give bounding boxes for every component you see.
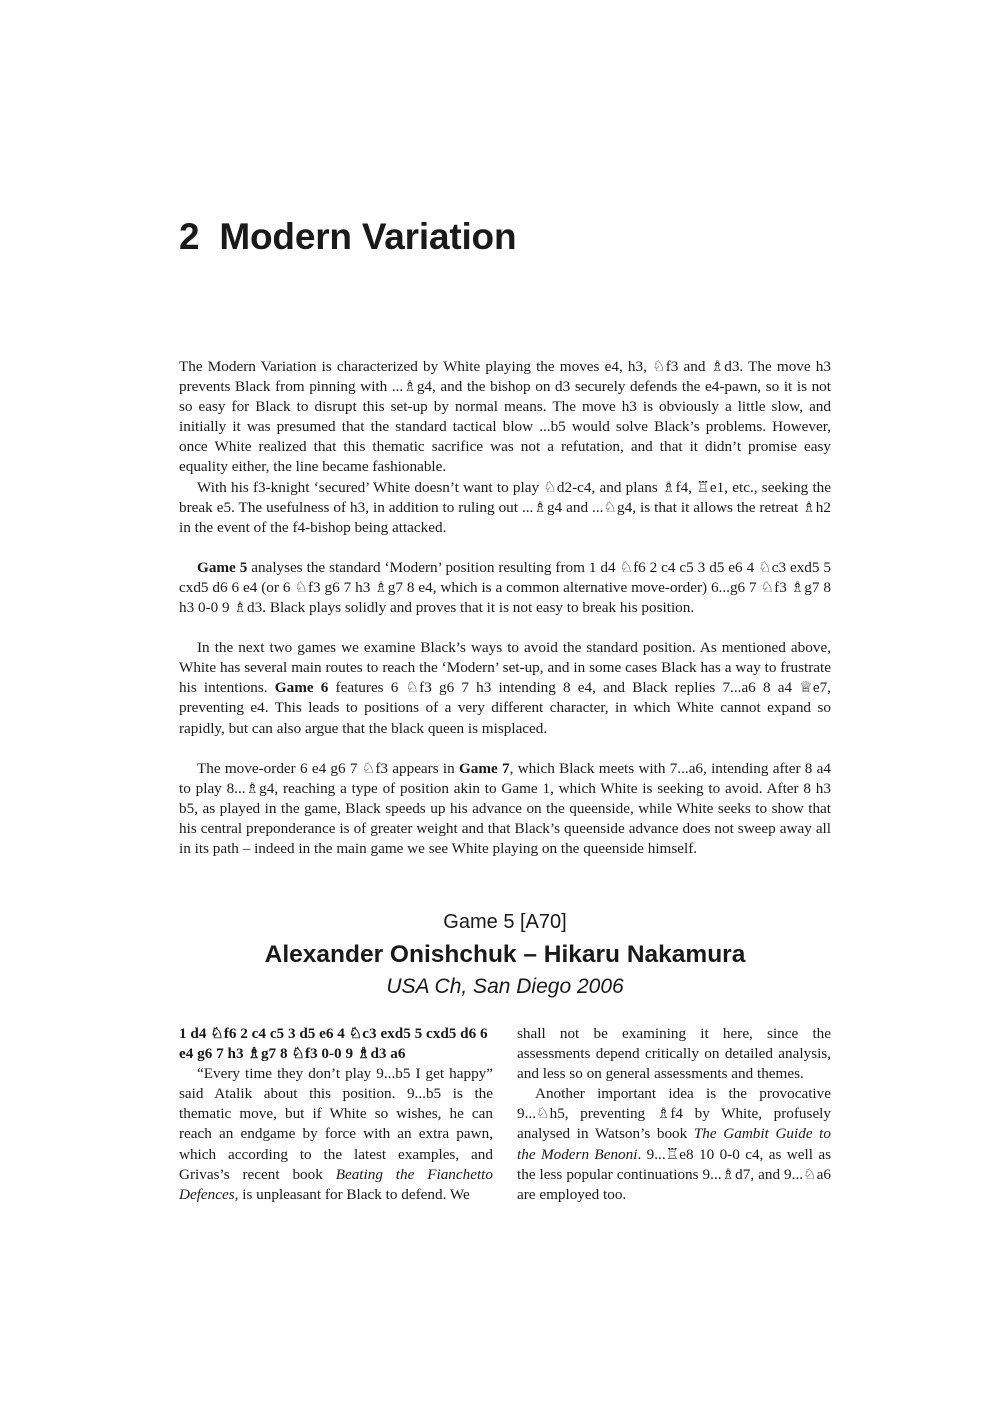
chapter-title: Modern Variation	[219, 216, 517, 257]
chapter-heading	[179, 216, 516, 258]
chapter-introduction	[179, 357, 831, 859]
annotation-paragraph-2: shall not be examining it here, since the assessments depend critically on detailed analysis, and less so on general assessments and themes.	[517, 1025, 831, 1083]
game-6-reference: Game 6	[274, 679, 329, 697]
game-event: USA Ch, San Diego 2006	[386, 975, 624, 998]
opening-moves: 1 d4 ♘f6 2 c4 c5 3 d5 e6 4 ♘c3 exd5 5 cxd5 d6 6 e4 g6 7 h3 ♗g7 8 ♘f3 0-0 9 ♗d3 a6	[179, 1025, 488, 1063]
game-7-reference: Game 7	[458, 759, 510, 777]
intro-paragraph-5: The move-order 6 e4 g6 7 ♘f3 appears in Game 7, which Black meets with 7...a6, intending after 8 a4 to play 8...♗g4, reaching a type of position akin to Game 1, which White is seeking to avoid. After 8 h3 b5, as played in the game, Black speeds up his advance on the queenside, while White seeks to show that his central preponderance is of greater weight and that Black’s queenside advance does not sweep away all in its path – indeed in the main game we see White playing on the queenside himself.	[179, 759, 831, 857]
intro-paragraph-4: In the next two games we examine Black’s ways to avoid the standard position. As mentioned above, White has several main routes to reach the ‘Modern’ set-up, and in some cases Black has a way to frustrate his intentions. Game 6 features 6 ♘f3 g6 7 h3 intending 8 e4, and Black replies 7...a6 8 a4 ♕e7, preventing e4. This leads to positions of a very different character, in which White cannot expand so rapidly, but can also argue that the black queen is misplaced.	[179, 639, 831, 737]
chapter-number: 2	[179, 216, 200, 257]
intro-paragraph-3: Game 5 analyses the standard ‘Modern’ position resulting from 1 d4 ♘f6 2 c4 c5 3 d5 e6 4 ♘c3 exd5 5 cxd5 d6 6 e4 (or 6 ♘f3 g6 7 h3 ♗g7 8 e4, which is a common alternative move-order) 6...g6 7 ♘f3 ♗g7 8 h3 0-0 9 ♗d3. Black plays solidly and proves that it is not easy to break his position.	[179, 558, 831, 617]
annotation-paragraph-1: “Every time they don’t play 9...b5 I get happy” said Atalik about this position. 9...b5 is the thematic move, but if White so wishes, he can reach an endgame by force with an extra pawn, which according to the latest examples, and Grivas’s recent book Beating the Fianchetto Defences, is unpleasant for Black to defend. We	[179, 1065, 493, 1203]
game-annotation-columns	[179, 1024, 831, 1205]
left-column	[179, 1024, 493, 1205]
game-number: Game 5 [A70]	[443, 911, 567, 933]
intro-paragraph-2: With his f3-knight ‘secured’ White doesn’t want to play ♘d2-c4, and plans ♗f4, ♖e1, etc., seeking the break e5. The usefulness of h3, in addition to ruling out ...♗g4 and ...♘g4, is that it allows the retreat ♗h2 in the event of the f4-bishop being attacked.	[179, 478, 831, 536]
game-header	[179, 908, 831, 1002]
right-column	[517, 1024, 831, 1205]
game-5-reference: Game 5	[197, 558, 248, 576]
book-title-gambit-guide: The Gambit Guide to the Modern Benoni	[517, 1125, 832, 1163]
game-players: Alexander Onishchuk – Hikaru Nakamura	[264, 941, 746, 968]
book-title-fianchetto: Beating the Fianchetto Defences	[179, 1165, 493, 1203]
intro-paragraph-1: The Modern Variation is characterized by White playing the moves e4, h3, ♘f3 and ♗d3. The move h3 prevents Black from pinning with ...♗g4, and the bishop on d3 securely defends the e4-pawn, so it is not so easy for Black to disrupt this set-up by normal means. The move h3 is obviously a little slow, and initially it was presumed that the standard tactical blow ...b5 would solve Black’s problems. However, once White realized that this thematic sacrifice was not a refutation, and that it didn’t promise easy equality either, the line became fashionable.	[179, 358, 831, 476]
annotation-paragraph-3: Another important idea is the provocative 9...♘h5, preventing ♗f4 by White, profusely analysed in Watson’s book The Gambit Guide to the Modern Benoni. 9...♖e8 10 0-0 c4, as well as the less popular continuations 9...♗d7, and 9...♘a6 are employed too.	[517, 1085, 832, 1203]
